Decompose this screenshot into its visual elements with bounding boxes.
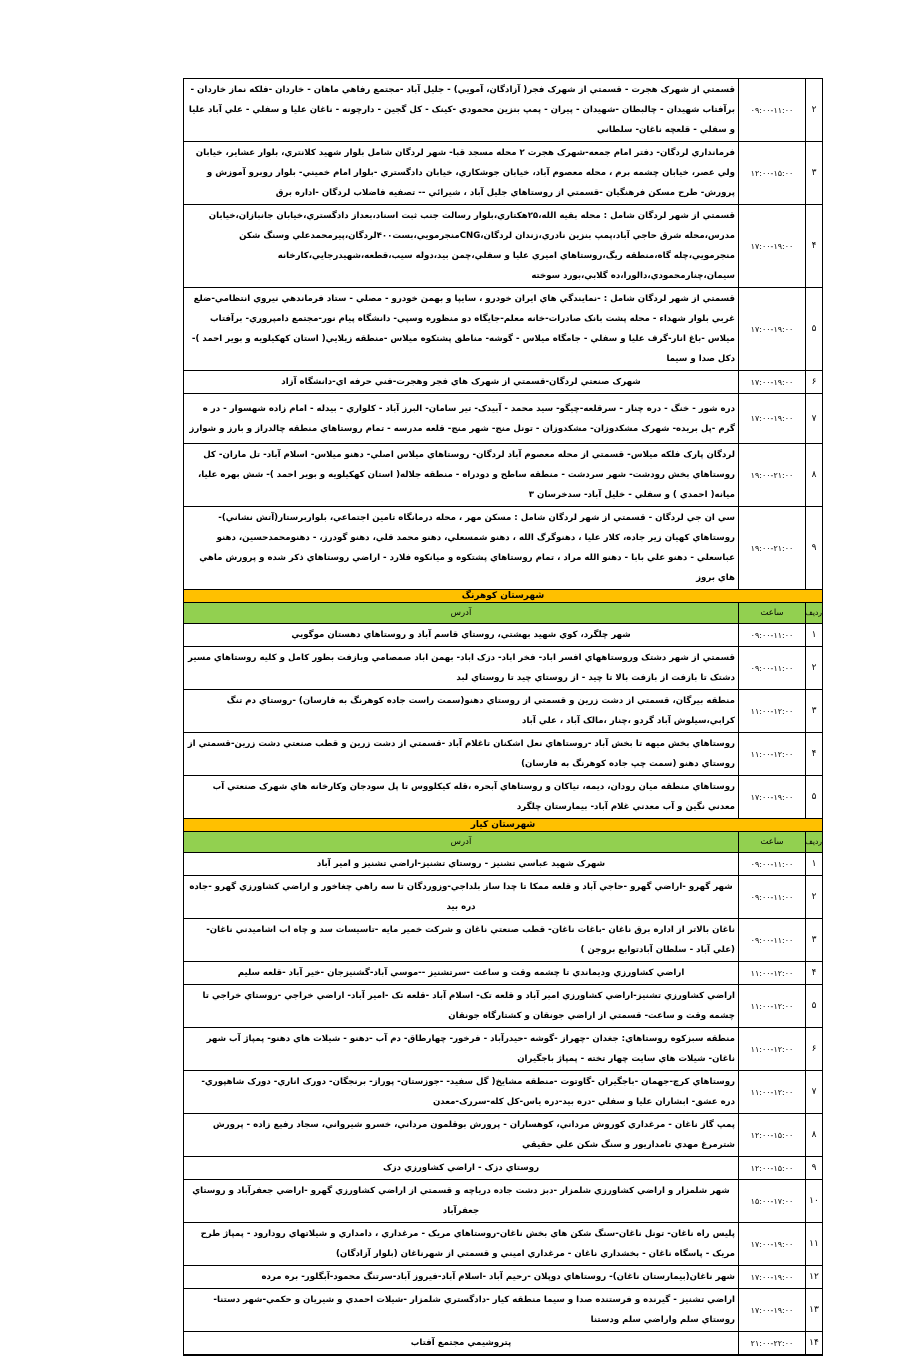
outage-address: شهر چلگرد، کوي شهيد بهشتي، روستاي قاسم آباد و روستاهاي دهستان موگويي <box>184 624 739 647</box>
table-row <box>184 853 823 876</box>
outage-address: روستاي دزک - اراضي کشاورزي دزک <box>184 1157 739 1180</box>
outage-address: روستاهاي بخش ميهه تا بخش آباد -روستاهاي نعل اشکنان تاغلام آباد -قسمتي از دشت زرين و قطب صنعتي دشت زرين-قسمتي از روستاي دهنو (سمت چپ جاده کوهرنگ به فارسان) <box>184 733 739 776</box>
row-number: ۹ <box>806 507 823 590</box>
table-row <box>184 444 823 507</box>
column-header-time: ساعت <box>739 603 806 624</box>
outage-time: ۱۲:۰۰-۱۵:۰۰ <box>739 1114 806 1157</box>
row-number: ۶ <box>806 371 823 394</box>
column-header-number: رديف <box>806 832 823 853</box>
outage-time: ۱۷:۰۰-۱۹:۰۰ <box>739 394 806 444</box>
column-header-time: ساعت <box>739 832 806 853</box>
table-row <box>184 1266 823 1289</box>
row-number: ۱۰ <box>806 1180 823 1223</box>
outage-time: ۰۹:۰۰-۱۱:۰۰ <box>739 647 806 690</box>
table-row <box>184 142 823 205</box>
table-row <box>184 205 823 288</box>
outage-time: ۰۹:۰۰-۱۱:۰۰ <box>739 876 806 919</box>
outage-time: ۱۷:۰۰-۱۹:۰۰ <box>739 371 806 394</box>
outage-time: ۱۷:۰۰-۱۹:۰۰ <box>739 1289 806 1332</box>
row-number: ۲ <box>806 647 823 690</box>
outage-time: ۱۷:۰۰-۱۹:۰۰ <box>739 776 806 819</box>
outage-address: لردگان پارک فلکه ميلاس- قسمتي از محله معصوم آباد لردگان- روستاهاي ميلاس اصلي- دهنو ميلاس- اسلام آباد- تل ماران- کل روستاهاي بخش رودشت- شهر سردشت - منطقه ساطح و دودراه - منطقه جلاله( استان کهکيلويه و بوير احمد )- شش بهره عليا، ميانه( احمدي ) و سفلي - خليل آباد- سدخرسان ۳ <box>184 444 739 507</box>
schedule-table <box>183 78 823 1356</box>
row-number: ۵ <box>806 985 823 1028</box>
table-row <box>184 1289 823 1332</box>
column-header-address: آدرس <box>184 603 739 624</box>
row-number: ۳ <box>806 690 823 733</box>
outage-time: ۱۹:۰۰-۲۱:۰۰ <box>739 507 806 590</box>
column-header-row <box>184 603 823 624</box>
row-number: ۱۲ <box>806 1266 823 1289</box>
row-number: ۱۱ <box>806 1223 823 1266</box>
outage-time: ۱۱:۰۰-۱۲:۰۰ <box>739 690 806 733</box>
outage-address: شهر ناغان(بيمارستان ناغان)- روستاهاي دوپلان -رحيم آباد -اسلام آباد-فيروز آباد-سرتنگ محمود-آبگلور- بره مرده <box>184 1266 739 1289</box>
row-number: ۱۳ <box>806 1289 823 1332</box>
outage-address: پتروشيمي مجتمع آفتاب <box>184 1332 739 1356</box>
row-number: ۷ <box>806 1071 823 1114</box>
section-title: شهرستان کوهرنگ <box>184 590 823 603</box>
outage-time: ۰۹:۰۰-۱۱:۰۰ <box>739 79 806 142</box>
outage-address: شهر گهرو -اراضي گهرو -حاجي آباد و قلعه ممکا تا چدا ساز بلداجي-وزوردگان تا سه راهي چغاخور و اراضي کشاورزي گهرو -جاده دره بيد <box>184 876 739 919</box>
table-row <box>184 394 823 444</box>
row-number: ۴ <box>806 733 823 776</box>
row-number: ۵ <box>806 776 823 819</box>
row-number: ۲ <box>806 876 823 919</box>
table-row <box>184 647 823 690</box>
table-row <box>184 79 823 142</box>
column-header-number: رديف <box>806 603 823 624</box>
outage-address: سي ان جي لردگان - قسمتي از شهر لردگان شامل : مسکن مهر ، محله درمانگاه تامين اجتماعي، بلواربرستار(آتش نشاني)-روستاهاي کهيان زير جاده، کلار عليا ، دهنوگرگ الله ، دهنو شمسعلي، دهنو محمد قلي، دهنو گودرز، - دهنومحمدحسين، دهنو عباسعلي - دهنو علي بابا - دهنو الله مراد ، تمام روستاهاي پشتکوه و ميانکوه فلارد - اراضي روستاهاي ذکر شده و پرورش ماهي هاي بروز <box>184 507 739 590</box>
table-row <box>184 919 823 962</box>
row-number: ۷ <box>806 394 823 444</box>
table-row <box>184 1157 823 1180</box>
table-row <box>184 507 823 590</box>
outage-time: ۱۷:۰۰-۱۹:۰۰ <box>739 205 806 288</box>
table-row <box>184 690 823 733</box>
row-number: ۴ <box>806 205 823 288</box>
table-row <box>184 1071 823 1114</box>
outage-address: فرمانداري لردگان- دفتر امام جمعه-شهرک هجرت ۲ محله مسجد قبا- شهر لردگان شامل بلوار شهيد کلانتري، بلوار عشاير، خيابان ولي عصر، خيابان چشمه برم ، محله معصوم آباد، خيابان جوشکاري، خيابان دادگستري -بلوار امام خميني- بلوار روبرو آموزش و پرورش- طرح مسکن فرهنگيان -قسمتي از روستاهاي جليل آباد ، شيرائي -- تصفيه فاضلاب لردگان -اداره برق <box>184 142 739 205</box>
outage-address: قسمتي از شهر دشتک وروستاههاي افسر اباد- فخر اباد- دزک اباد- بهمن اباد صمصامي وبازفت بطور کامل و کليه روستاهاي مسير دشتک تا بازفت از بازفت بالا تا چيد - از روستاي چيد تا روستاي لبد <box>184 647 739 690</box>
table-row <box>184 288 823 371</box>
outage-address: شهرک شهيد عباسي تشنيز - روستاي تشنيز-اراضي تشنيز و امير آباد <box>184 853 739 876</box>
outage-address: اراضي کشاورزي تشنيز-اراضي کشاورزي امير آباد و قلعه تک- اسلام آباد -قلعه تک -امير آباد- اراضي خراجي -روستاي خراجي تا چشمه وقت و ساعت- قسمتي از اراضي جونقان و کشتارگاه جونقان <box>184 985 739 1028</box>
row-number: ۵ <box>806 288 823 371</box>
row-number: ۴ <box>806 962 823 985</box>
table-row <box>184 962 823 985</box>
row-number: ۸ <box>806 444 823 507</box>
row-number: ۲ <box>806 79 823 142</box>
row-number: ۳ <box>806 142 823 205</box>
table-row <box>184 1114 823 1157</box>
outage-time: ۱۷:۰۰-۱۹:۰۰ <box>739 1266 806 1289</box>
outage-time: ۰۹:۰۰-۱۱:۰۰ <box>739 624 806 647</box>
outage-address: منطقه بيرگان، قسمتي از دشت زرين و قسمتي از روستاي دهنو(سمت راست جاده کوهرنگ به فارسان) -روستاي دم تنگ کرابي،سيلوش آباد گردو ،چنار ،مالک آباد ، علي آباد <box>184 690 739 733</box>
outage-time: ۱۷:۰۰-۱۹:۰۰ <box>739 288 806 371</box>
table-row <box>184 733 823 776</box>
table-row <box>184 1223 823 1266</box>
outage-address: اراضي کشاورزي وديماندي تا چشمه وقت و ساعت -سرتشنيز --موسي آباد-گشنيزجان -خير آباد -قلعه سليم <box>184 962 739 985</box>
row-number: ۱ <box>806 624 823 647</box>
outage-time: ۰۹:۰۰-۱۱:۰۰ <box>739 853 806 876</box>
outage-address: اراضي تشنيز - گيرنده و فرستنده صدا و سيما منطقه کيار -دادگستري شلمزار -شيلات احمدي و شيريان و حکمي-شهر دستنا- روستاي سلم واراضي سلم ودستنا <box>184 1289 739 1332</box>
outage-address: پمپ گاز ناغان - مرغداري کوروش مرداني، کوهساران - پرورش بوقلمون مرداني، خسرو شيرواني، سجاد رفيع زاده - پرورش شترمرغ مهدي تامداريور و سنگ شکن علي حقيقي <box>184 1114 739 1157</box>
column-header-address: آدرس <box>184 832 739 853</box>
table-row <box>184 1028 823 1071</box>
outage-address: قسمتي از شهرک هجرت - قسمتي از شهرک فجر( آزادگان، آمويي) - جليل آباد -مجتمع رفاهي ماهان - خاردان -فلکه نماز خاردان - برآفتاب شهيدان - چالبطان -شهيدان - پيران - پمپ بنزين محمودي -کينک - کل گجين - دارچونه - ناغان عليا و سفلي - علي آباد عليا و سفلي - قلعچه ناغان- سلطاني <box>184 79 739 142</box>
outage-address: قسمتي از شهر لردگان شامل : -نمايندگي هاي ايران خودرو ، سايپا و بهمن خودرو - مصلي - ستاد فرماندهي نيروي انتظامي-ضلع غربي بلوار شهداء - محله پشت بانک صادرات-خانه معلم-جايگاه دو منظوره وسپي- دانشگاه پيام نور-مجتمع دامپروري- برآفتاب ميلاس -باغ انار-گرف عليا و سفلي - جامگاه ميلاس - گوشه- مناطق پشتکوه ميلاس -منطقه زيلايي( استان کهکيلويه و بوير احمد )- دکل صدا و سيما <box>184 288 739 371</box>
outage-time: ۱۱:۰۰-۱۲:۰۰ <box>739 1071 806 1114</box>
outage-time: ۰۹:۰۰-۱۱:۰۰ <box>739 919 806 962</box>
outage-time: ۲۱:۰۰-۲۲:۰۰ <box>739 1332 806 1356</box>
section-title: شهرستان کيار <box>184 819 823 832</box>
table-row <box>184 776 823 819</box>
table-row <box>184 371 823 394</box>
column-header-row <box>184 832 823 853</box>
table-row <box>184 624 823 647</box>
outage-schedule-document <box>183 78 823 1356</box>
outage-time: ۱۵:۰۰-۱۷:۰۰ <box>739 1180 806 1223</box>
outage-address: قسمتي از شهر لردگان شامل : محله بقيه الله،۲۵هکتاري،بلوار رسالت جنب ثبت اسناد،بعداز دادگستري،خيابان جانبازان،خيابان مدرس،محله شرق حاجي آباد،پمپ بنزين نادري،زندان لردگان،CNGمنجرمويي،بست۴۰۰لردگان،پيرمحمدعلي وسنگ شکن منجرمويي،چله گاه،منطقه ريگ،روستاهاي اميري عليا و سفلي،چمن بيد،دوله سيب،قطعه،شهيدرجايي،کارخانه سيمان،چنارمحمودي،دالورا،ده گلابي،بورد سوخته <box>184 205 739 288</box>
table-row <box>184 1332 823 1356</box>
outage-address: روستاهاي منطقه ميان رودان، ديمه، تياکان و روستاهاي آبحره ،قله کيکلووس تا پل سودجان وکارخانه هاي شهرک صنعتي آب معدني نگين و آب معدني غلام آباد- بيمارستان چلگرد <box>184 776 739 819</box>
row-number: ۹ <box>806 1157 823 1180</box>
outage-address: پليس راه ناغان- تونل ناغان-سنگ شکن هاي بخش ناغان-روستاهاي مريک - مرغداري ، دامداري و شيلاتهاي رودارود - پمپاژ طرح مريک - پاسگاه ناغان - بخشداري ناغان - مرغداري اميني و قسمتي از شهرناغان (بلوار آزادگان) <box>184 1223 739 1266</box>
outage-address: ناغان بالاتر از اداره برق ناغان -باغات ناغان- قطب صنعتي ناغان و شرکت خمير مايه -تاسيسات سد و چاه اب اشاميدني ناغان- (علي آباد - سلطان آبادتوابع بروجن ) <box>184 919 739 962</box>
outage-time: ۱۹:۰۰-۲۱:۰۰ <box>739 444 806 507</box>
outage-time: ۱۲:۰۰-۱۵:۰۰ <box>739 142 806 205</box>
outage-address: شهر شلمزار و اراضي کشاورزي شلمزار -دبز دشت جاده درياچه و قسمتي از اراضي کشاورزي گهرو -اراضي جعفرآباد و روستاي جعفرآباد <box>184 1180 739 1223</box>
outage-time: ۱۷:۰۰-۱۹:۰۰ <box>739 1223 806 1266</box>
row-number: ۸ <box>806 1114 823 1157</box>
row-number: ۳ <box>806 919 823 962</box>
row-number: ۱۴ <box>806 1332 823 1356</box>
section-header-kiar <box>184 819 823 832</box>
outage-address: منطقه سبزکوه روستاهاي: جغدان -چهراز -گوشه -حيدرآباد - فرخور- چهارطاق- دم آب -دهنو - شيلات هاي دهنو- پمپاژ آب شهر ناغان- شيلات هاي سايت چهار تخته - پمپاژ باجگيران <box>184 1028 739 1071</box>
table-row <box>184 876 823 919</box>
row-number: ۶ <box>806 1028 823 1071</box>
section-header-koohrang <box>184 590 823 603</box>
outage-time: ۱۱:۰۰-۱۲:۰۰ <box>739 985 806 1028</box>
outage-time: ۱۱:۰۰-۱۲:۰۰ <box>739 962 806 985</box>
outage-time: ۱۲:۰۰-۱۵:۰۰ <box>739 1157 806 1180</box>
outage-time: ۱۱:۰۰-۱۲:۰۰ <box>739 733 806 776</box>
outage-address: شهرک صنعتي لردگان-قسمتي از شهرک هاي فجر وهجرت-فني حرفه اي-دانشگاه آزاد <box>184 371 739 394</box>
outage-address: دره شور - خنگ - دره چنار - سرقلعه-چيگو- سيد محمد - آبيدک- تير سامان- البرز آباد - کلواري - بيدله - امام زاده شهسوار - در ه گرم -پل بريده- شهرک مشکدوزان- مشکدوزان - تونل منج- شهر منج- قلعه مدرسه - تمام روستاهاي منطقه چالدراز و بارز و شوارز <box>184 394 739 444</box>
table-row <box>184 985 823 1028</box>
table-row <box>184 1180 823 1223</box>
row-number: ۱ <box>806 853 823 876</box>
outage-time: ۱۱:۰۰-۱۲:۰۰ <box>739 1028 806 1071</box>
outage-address: روستاهاي کرچ-جهمان -باجگيران -گاوتوت -منطقه مشايخ( گل سفيد- -جوزستان- پوراز- برنجگان- دورک اناري- دورک شاهپوري-دره عشق- ابشاران عليا و سفلي -دره بيد-دره ياس-کل کله-سررک-معدن <box>184 1071 739 1114</box>
